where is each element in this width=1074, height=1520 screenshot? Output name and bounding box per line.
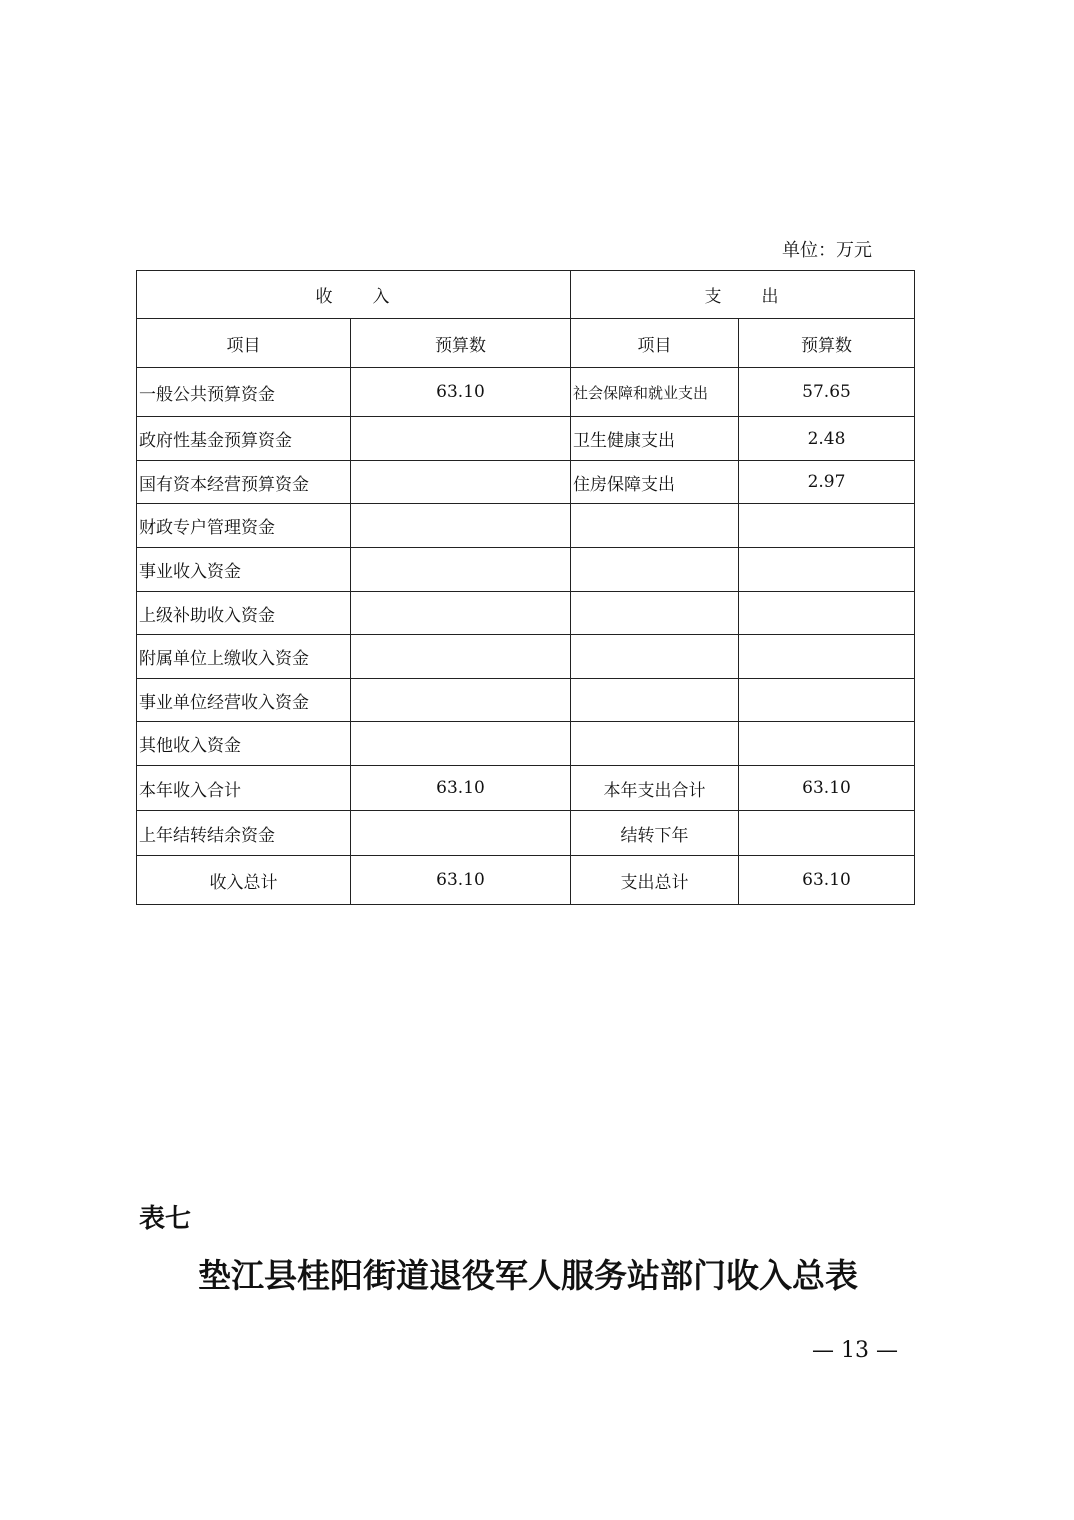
expense-subtotal-label: 本年支出合计 [571, 766, 739, 811]
table-row [137, 368, 915, 417]
expense-item [571, 592, 739, 635]
expense-total-label: 支出总计 [571, 856, 739, 905]
income-header: 收 入 [137, 271, 571, 319]
page-number: — 13 — [812, 1338, 898, 1363]
table-row [137, 722, 915, 766]
expense-item [571, 635, 739, 679]
expense-item [571, 722, 739, 766]
table-header-row [137, 271, 915, 319]
expense-item [571, 504, 739, 548]
expense-header: 支 出 [571, 271, 915, 319]
income-item: 国有资本经营预算资金 [137, 461, 351, 504]
col-budget-income: 预算数 [351, 319, 571, 368]
unit-label: 单位：万元 [782, 240, 872, 261]
expense-value [739, 811, 915, 856]
budget-summary-table [136, 270, 915, 905]
table-row [137, 811, 915, 856]
expense-value [739, 504, 915, 548]
table-row [137, 679, 915, 722]
document-title: 垫江县桂阳街道退役军人服务站部门收入总表 [198, 1256, 858, 1295]
income-item: 政府性基金预算资金 [137, 417, 351, 461]
income-item: 上级补助收入资金 [137, 592, 351, 635]
col-item-expense: 项目 [571, 319, 739, 368]
income-subtotal-label: 本年收入合计 [137, 766, 351, 811]
expense-value [739, 635, 915, 679]
income-value: 63.10 [351, 368, 571, 417]
income-item: 附属单位上缴收入资金 [137, 635, 351, 679]
income-item: 上年结转结余资金 [137, 811, 351, 856]
column-header-row [137, 319, 915, 368]
income-value [351, 417, 571, 461]
col-budget-expense: 预算数 [739, 319, 915, 368]
expense-value [739, 722, 915, 766]
expense-value [739, 592, 915, 635]
income-value [351, 679, 571, 722]
income-item: 事业收入资金 [137, 548, 351, 592]
income-value [351, 811, 571, 856]
income-item: 一般公共预算资金 [137, 368, 351, 417]
income-subtotal-value: 63.10 [351, 766, 571, 811]
income-item: 财政专户管理资金 [137, 504, 351, 548]
expense-item: 社会保障和就业支出 [571, 368, 739, 417]
income-value [351, 722, 571, 766]
income-total-label: 收入总计 [137, 856, 351, 905]
expense-total-value: 63.10 [739, 856, 915, 905]
income-total-value: 63.10 [351, 856, 571, 905]
expense-value: 57.65 [739, 368, 915, 417]
expense-item: 卫生健康支出 [571, 417, 739, 461]
expense-item [571, 679, 739, 722]
expense-subtotal-value: 63.10 [739, 766, 915, 811]
col-item-income: 项目 [137, 319, 351, 368]
expense-value: 2.97 [739, 461, 915, 504]
expense-item: 结转下年 [571, 811, 739, 856]
table-row [137, 766, 915, 811]
income-value [351, 504, 571, 548]
income-value [351, 548, 571, 592]
income-value [351, 592, 571, 635]
table-row [137, 635, 915, 679]
table-row [137, 461, 915, 504]
table-row [137, 856, 915, 905]
table-row [137, 548, 915, 592]
income-value [351, 461, 571, 504]
income-value [351, 635, 571, 679]
expense-item [571, 548, 739, 592]
expense-value: 2.48 [739, 417, 915, 461]
income-item: 事业单位经营收入资金 [137, 679, 351, 722]
expense-value [739, 548, 915, 592]
income-item: 其他收入资金 [137, 722, 351, 766]
table-number: 表七 [139, 1204, 192, 1234]
table-row [137, 417, 915, 461]
table-row [137, 504, 915, 548]
expense-value [739, 679, 915, 722]
table-row [137, 592, 915, 635]
expense-item: 住房保障支出 [571, 461, 739, 504]
